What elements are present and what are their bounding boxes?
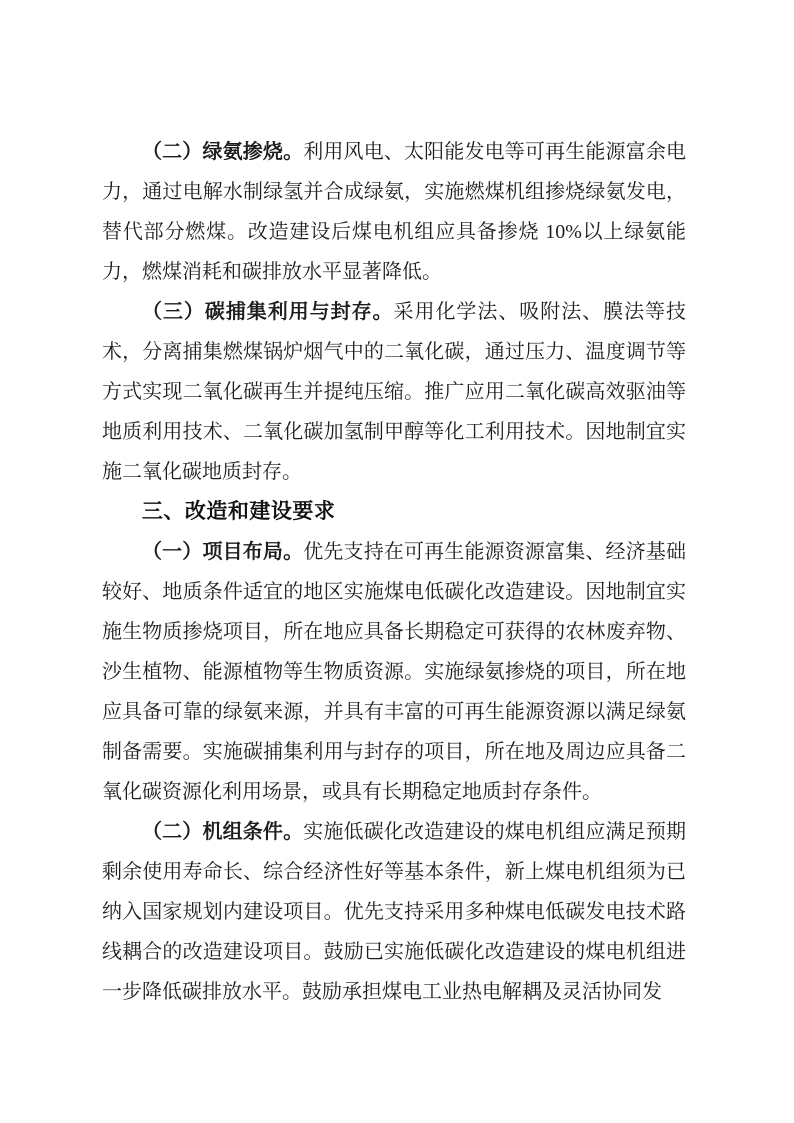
paragraph-text-green-ammonia: 利用风电、太阳能发电等可再生能源富余电力，通过电解水制绿氢并合成绿氨，实施燃煤机组掺烧绿氨发电，替代部分燃煤。改造建设后煤电机组应具备掺烧 10%以上绿氨能力，燃煤消耗和碳排放水平显著降低。 <box>102 141 687 283</box>
paragraph-text-carbon-capture: 采用化学法、吸附法、膜法等技术，分离捕集燃煤锅炉烟气中的二氧化碳，通过压力、温度调节等方式实现二氧化碳再生并提纯压缩。推广应用二氧化碳高效驱油等地质利用技术、二氧化碳加氢制甲醇等化工利用技术。因地制宜实施二氧化碳地质封存。 <box>102 301 687 483</box>
document-body <box>102 132 686 1012</box>
paragraph-green-ammonia-cofiring <box>102 132 686 292</box>
paragraph-unit-conditions <box>102 812 686 1012</box>
paragraph-lead-green-ammonia: （二）绿氨掺烧。 <box>142 141 304 163</box>
paragraph-text-project-layout: 优先支持在可再生能源资源富集、经济基础较好、地质条件适宜的地区实施煤电低碳化改造建设。因地制宜实施生物质掺烧项目，所在地应具备长期稳定可获得的农林废弃物、沙生植物、能源植物等生物质资源。实施绿氨掺烧的项目，所在地应具备可靠的绿氨来源，并具有丰富的可再生能源资源以满足绿氨制备需要。实施碳捕集利用与封存的项目，所在地及周边应具备二氧化碳资源化利用场景，或具有长期稳定地质封存条件。 <box>102 541 687 803</box>
paragraph-text-unit-conditions: 实施低碳化改造建设的煤电机组应满足预期剩余使用寿命长、综合经济性好等基本条件，新上煤电机组须为已纳入国家规划内建设项目。优先支持采用多种煤电低碳发电技术路线耦合的改造建设项目。鼓励已实施低碳化改造建设的煤电机组进一步降低碳排放水平。鼓励承担煤电工业热电解耦及灵活协同发 <box>102 821 687 1003</box>
paragraph-lead-unit-conditions: （二）机组条件。 <box>142 821 304 843</box>
section-heading-retrofit-requirements: 三、改造和建设要求 <box>141 500 336 523</box>
paragraph-lead-carbon-capture: （三）碳捕集利用与封存。 <box>142 301 394 323</box>
paragraph-project-layout <box>102 532 686 812</box>
paragraph-lead-project-layout: （一）项目布局。 <box>142 541 304 563</box>
paragraph-carbon-capture <box>102 292 686 492</box>
